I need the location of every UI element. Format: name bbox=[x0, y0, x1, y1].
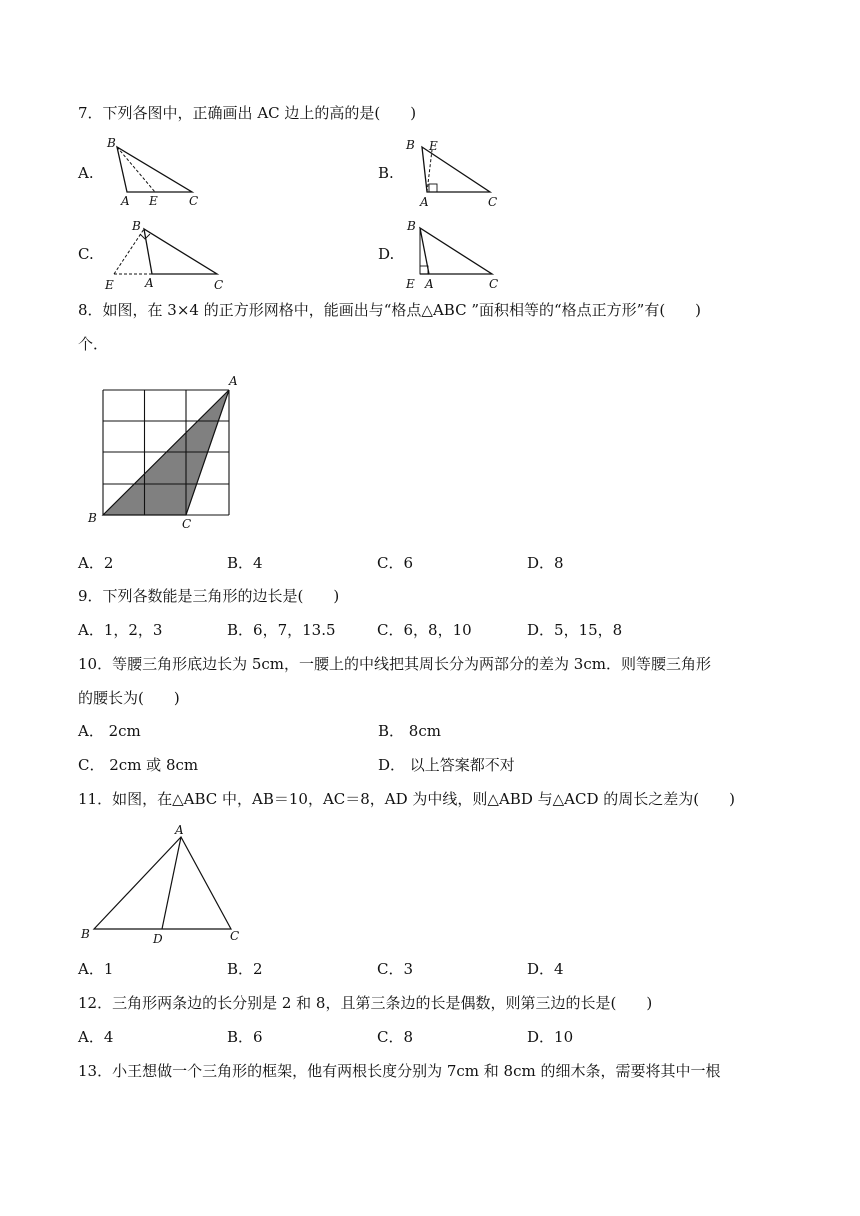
q7-option-d-label: D. bbox=[378, 245, 395, 263]
q11-option-d: D．4 bbox=[527, 960, 564, 978]
svg-text:E: E bbox=[149, 194, 158, 208]
svg-text:C: C bbox=[182, 517, 192, 531]
svg-text:B: B bbox=[81, 927, 90, 941]
q11-stem: 11．如图，在△ABC 中，AB＝10，AC＝8，AD 为中线，则△ABD 与△ACD 的周长之差为( ) bbox=[78, 790, 735, 808]
q8-grid-figure bbox=[82, 372, 252, 532]
svg-text:B: B bbox=[407, 219, 416, 233]
q12-option-d: D．10 bbox=[527, 1028, 574, 1046]
svg-text:B: B bbox=[88, 511, 97, 525]
svg-text:C: C bbox=[230, 929, 240, 943]
q8-option-c: C．6 bbox=[377, 554, 414, 572]
q9-option-c: C．6，8，10 bbox=[377, 621, 472, 639]
svg-text:B: B bbox=[132, 219, 141, 233]
q11-option-b: B．2 bbox=[227, 960, 263, 978]
svg-text:B: B bbox=[107, 136, 116, 150]
q10-stem-line-2: 的腰长为( ) bbox=[78, 689, 180, 707]
svg-text:B: B bbox=[406, 138, 415, 152]
svg-text:D: D bbox=[153, 932, 163, 946]
q10-stem-line-1: 10．等腰三角形底边长为 5cm，一腰上的中线把其周长分为两部分的差为 3cm．则等腰三角形 bbox=[78, 655, 711, 673]
svg-text:A: A bbox=[229, 374, 238, 388]
svg-text:C: C bbox=[189, 194, 199, 208]
q8-option-b: B．4 bbox=[227, 554, 263, 572]
q11-option-c: C．3 bbox=[377, 960, 414, 978]
q9-option-b: B．6，7，13.5 bbox=[227, 621, 336, 639]
q10-option-c: C． 2cm 或 8cm bbox=[78, 756, 199, 774]
svg-text:E: E bbox=[406, 277, 415, 291]
svg-text:A: A bbox=[175, 823, 184, 837]
svg-text:A: A bbox=[121, 194, 130, 208]
q10-option-d: D． 以上答案都不对 bbox=[378, 756, 515, 774]
q8-option-a: A．2 bbox=[78, 554, 114, 572]
svg-text:E: E bbox=[105, 278, 114, 292]
q7-figure-d bbox=[400, 215, 510, 290]
q11-triangle-figure bbox=[78, 820, 253, 950]
svg-text:C: C bbox=[214, 278, 224, 292]
q7-option-a-label: A. bbox=[78, 164, 94, 182]
q7-stem: 7．下列各图中，正确画出 AC 边上的高的是( ) bbox=[78, 104, 417, 122]
q9-stem: 9．下列各数能是三角形的边长是( ) bbox=[78, 587, 340, 605]
q12-option-c: C．8 bbox=[377, 1028, 414, 1046]
q10-option-b: B． 8cm bbox=[378, 722, 441, 740]
svg-text:A: A bbox=[420, 195, 429, 209]
svg-text:A: A bbox=[145, 276, 154, 290]
svg-text:E: E bbox=[429, 139, 438, 153]
q12-stem: 12．三角形两条边的长分别是 2 和 8，且第三条边的长是偶数，则第三边的长是( ) bbox=[78, 994, 653, 1012]
q9-option-a: A．1，2，3 bbox=[78, 621, 163, 639]
svg-text:C: C bbox=[489, 277, 499, 291]
q11-option-a: A．1 bbox=[78, 960, 114, 978]
q10-option-a: A． 2cm bbox=[78, 722, 141, 740]
svg-text:C: C bbox=[488, 195, 498, 209]
q12-option-b: B．6 bbox=[227, 1028, 263, 1046]
q7-figure-c bbox=[100, 215, 230, 290]
q13-stem: 13．小王想做一个三角形的框架，他有两根长度分别为 7cm 和 8cm 的细木条，需要将其中一根 bbox=[78, 1062, 721, 1080]
q9-option-d: D．5，15，8 bbox=[527, 621, 623, 639]
q8-stem-line-1: 8．如图，在 3×4 的正方形网格中，能画出与“格点△ABC ”面积相等的“格点正方形”有( ) bbox=[78, 301, 702, 319]
q8-option-d: D．8 bbox=[527, 554, 564, 572]
svg-text:A: A bbox=[425, 277, 434, 291]
q7-option-c-label: C. bbox=[78, 245, 94, 263]
q8-stem-line-2: 个． bbox=[78, 335, 109, 353]
q7-figure-a bbox=[105, 135, 215, 207]
q7-figure-b bbox=[400, 135, 510, 207]
q12-option-a: A．4 bbox=[78, 1028, 114, 1046]
q7-option-b-label: B. bbox=[378, 164, 394, 182]
